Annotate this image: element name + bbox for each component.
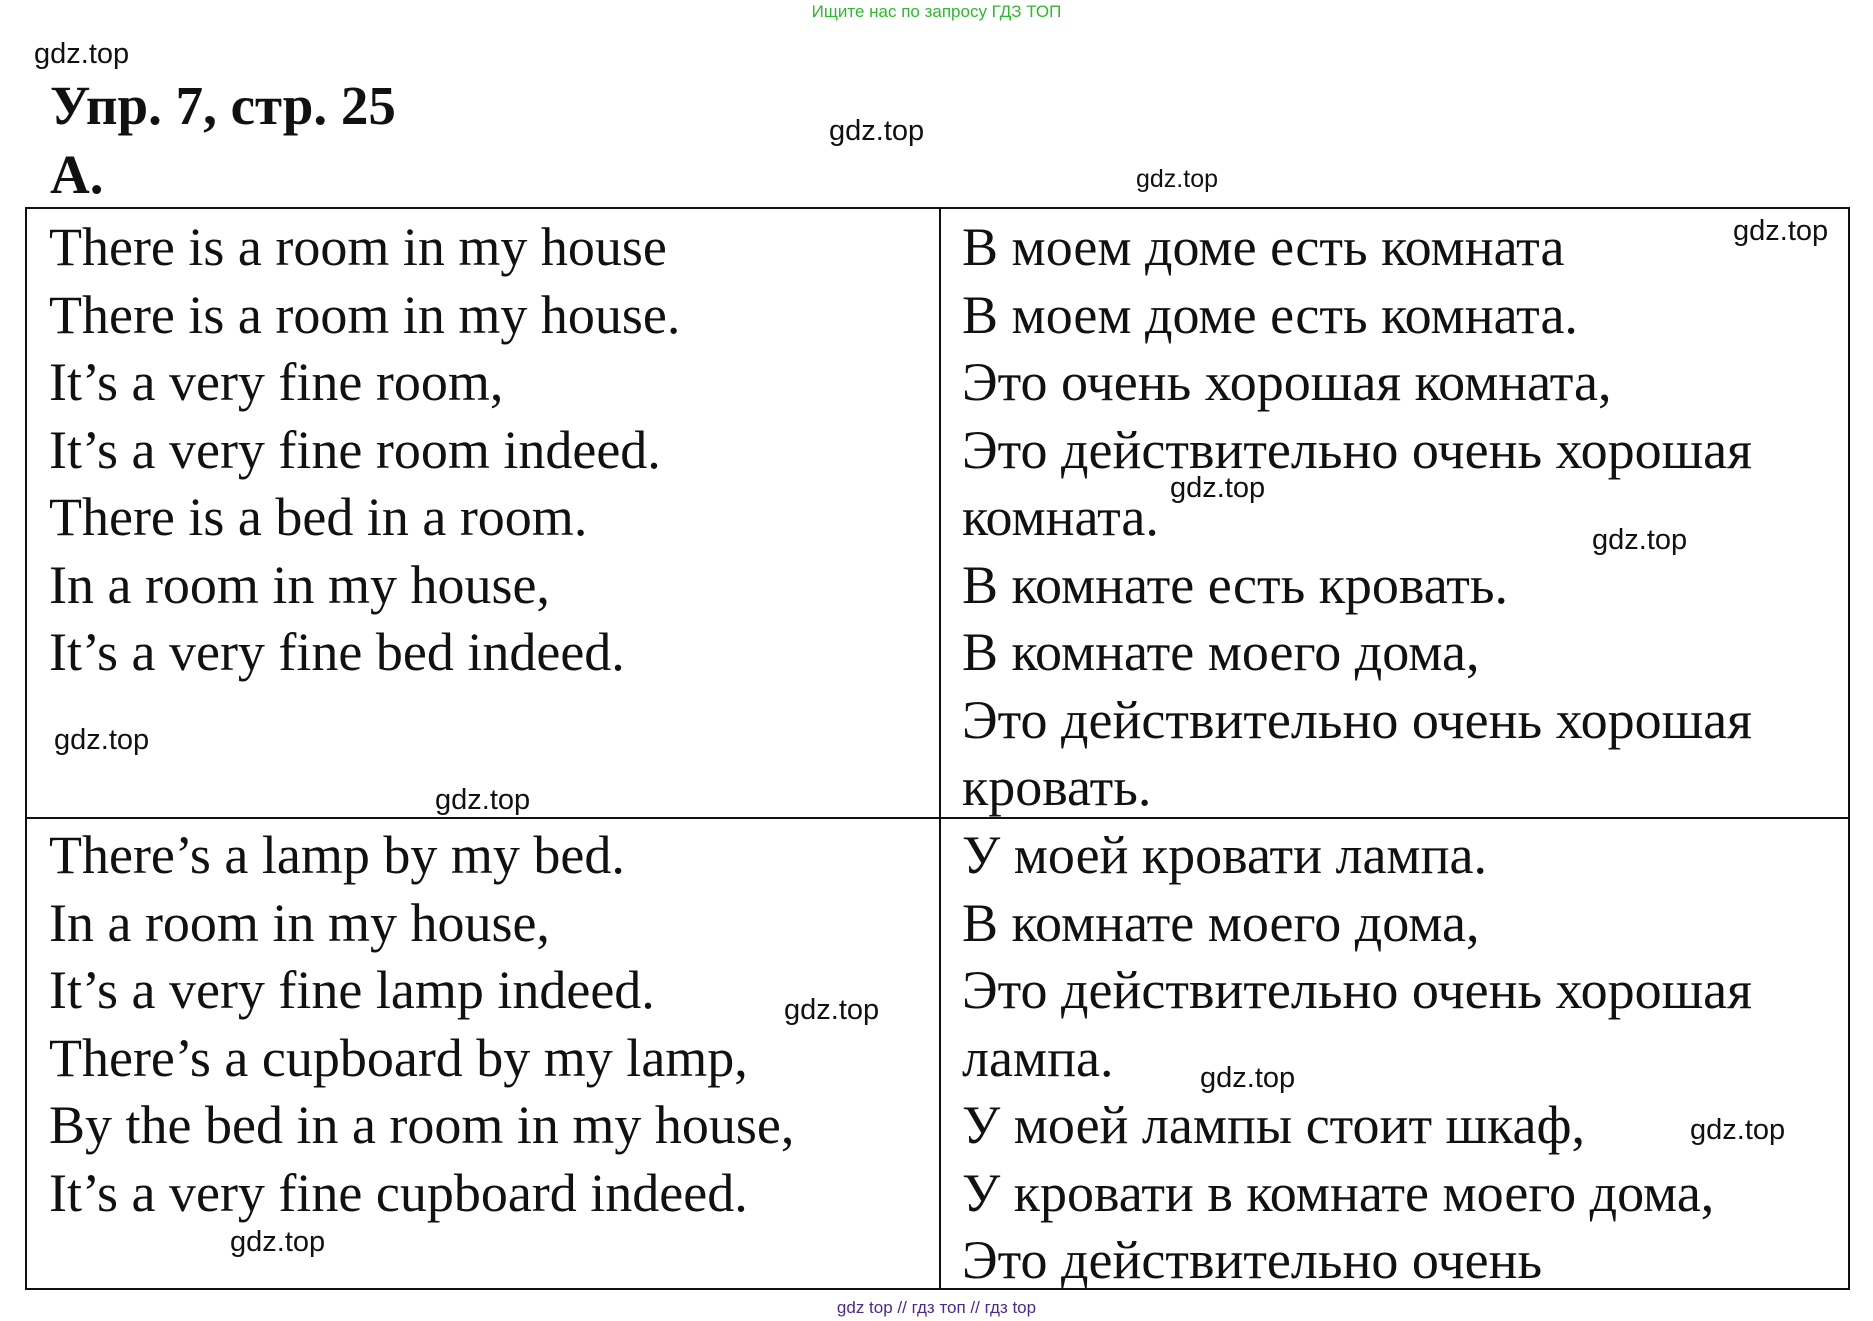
watermark: gdz.top xyxy=(1592,524,1688,556)
russian-line: У моей кровати лампа. xyxy=(962,825,1487,885)
english-line: It’s a very fine lamp indeed. xyxy=(49,960,655,1020)
watermark: gdz.top xyxy=(230,1226,326,1258)
footer-links: gdz top // гдз топ // гдз top xyxy=(836,1298,1037,1317)
english-stanza-2 xyxy=(49,822,794,1227)
russian-line: Это действительно очень xyxy=(962,1230,1543,1290)
russian-line: Это действительно очень хорошая xyxy=(962,689,1752,750)
russian-line: В моем доме есть комната. xyxy=(962,284,1578,345)
russian-line: В комнате есть кровать. xyxy=(962,554,1509,615)
english-line: It’s a very fine cupboard indeed. xyxy=(49,1162,748,1223)
watermark: gdz.top xyxy=(1136,165,1219,193)
poem-table xyxy=(25,207,1850,1290)
watermark: gdz.top xyxy=(1200,1062,1296,1094)
russian-line: В комнате моего дома, xyxy=(962,622,1480,682)
english-line: There’s a cupboard by my lamp, xyxy=(49,1027,748,1088)
english-line: There is a room in my house xyxy=(49,217,667,277)
column-divider xyxy=(939,209,941,1288)
watermark: gdz.top xyxy=(54,724,150,756)
watermark: gdz.top xyxy=(435,784,531,816)
russian-line: Это очень хорошая комната, xyxy=(962,352,1612,412)
watermark: gdz.top xyxy=(784,994,880,1026)
english-stanza-1 xyxy=(49,214,680,687)
russian-line: комната. xyxy=(962,487,1159,547)
watermark: gdz.top xyxy=(34,38,130,70)
section-label: А. xyxy=(50,144,104,205)
watermark: gdz.top xyxy=(1690,1114,1786,1146)
english-line: In a room in my house, xyxy=(49,554,550,615)
english-line: There’s a lamp by my bed. xyxy=(49,825,625,885)
russian-line: Это действительно очень хорошая xyxy=(962,960,1752,1020)
russian-stanza-2 xyxy=(962,822,1752,1295)
top-banner: Ищите нас по запросу ГДЗ ТОП xyxy=(811,2,1062,21)
russian-line: Это действительно очень хорошая xyxy=(962,419,1752,480)
russian-line: У кровати в комнате моего дома, xyxy=(962,1162,1715,1223)
watermark: gdz.top xyxy=(1170,472,1266,504)
english-line: It’s a very fine room, xyxy=(49,352,504,412)
page-title: Упр. 7, стр. 25 xyxy=(50,75,396,136)
russian-line: В комнате моего дома, xyxy=(962,892,1480,953)
watermark: gdz.top xyxy=(829,115,925,147)
russian-line: В моем доме есть комната xyxy=(962,217,1565,277)
english-line: It’s a very fine room indeed. xyxy=(49,419,661,480)
russian-line: лампа. xyxy=(962,1027,1114,1088)
russian-line: кровать. xyxy=(962,757,1152,817)
russian-line: У моей лампы стоит шкаф, xyxy=(962,1095,1586,1155)
english-line: In a room in my house, xyxy=(49,892,550,953)
english-line: There is a bed in a room. xyxy=(49,487,588,547)
english-line: There is a room in my house. xyxy=(49,284,681,345)
watermark: gdz.top xyxy=(1733,215,1829,247)
english-line: It’s a very fine bed indeed. xyxy=(49,622,625,682)
russian-stanza-1 xyxy=(962,214,1752,822)
english-line: By the bed in a room in my house, xyxy=(49,1095,795,1155)
